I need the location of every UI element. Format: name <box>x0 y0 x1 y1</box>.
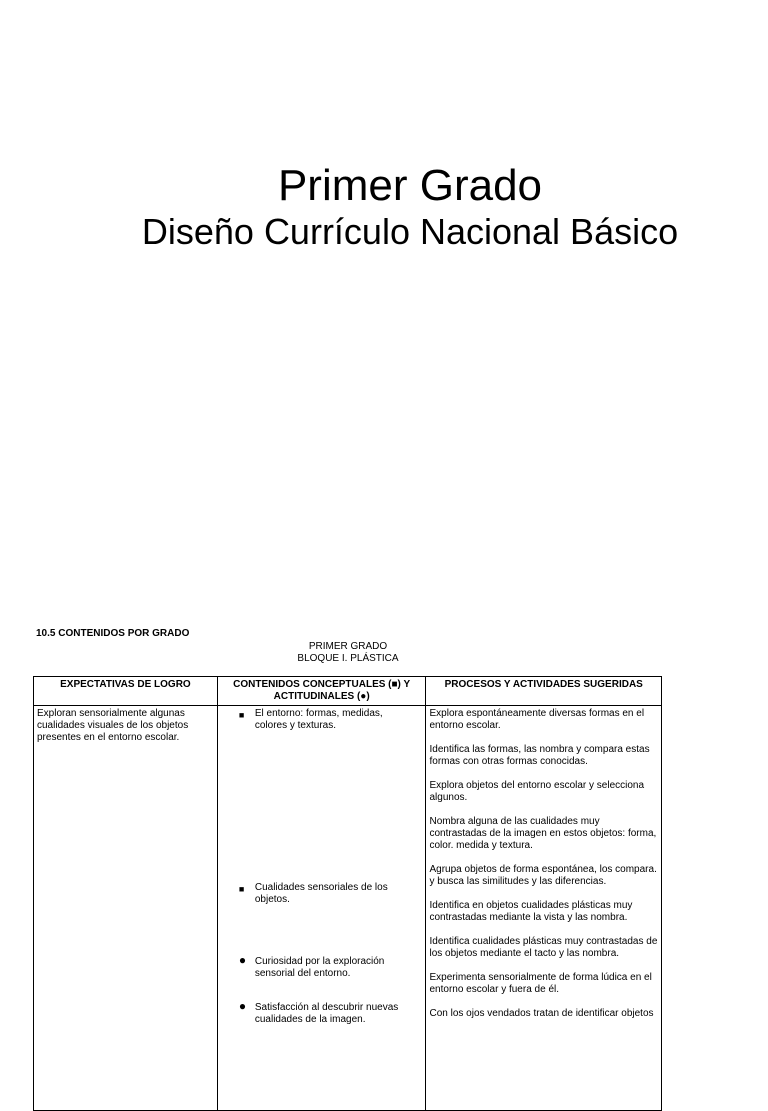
activity-item: Explora espontáneamente diversas formas en el entorno escolar. <box>429 708 645 731</box>
activity-item: Experimenta sensorialmente de forma lúdica en el entorno escolar y fuera de él. <box>429 972 652 995</box>
table-row <box>34 706 662 1111</box>
contents-cell <box>217 706 426 1111</box>
activity-item: Identifica en objetos cualidades plásticas muy contrastadas mediante la vista y las nombra. <box>429 900 633 923</box>
curriculum-table <box>33 676 662 1111</box>
block-label: BLOQUE I. PLÁSTICA <box>297 653 399 664</box>
content-text: El entorno: formas, medidas, colores y texturas. <box>254 708 383 731</box>
table-header-row <box>34 677 662 706</box>
circle-bullet-icon: ● <box>238 999 247 1013</box>
expectation-text: Exploran sensorialmente algunas cualidades visuales de los objetos presentes en el entorno escolar. <box>37 708 189 743</box>
content-text: Cualidades sensoriales de los objetos. <box>254 882 388 905</box>
content-text: Satisfacción al descubrir nuevas cualidades de la imagen. <box>254 1002 399 1025</box>
activity-item: Identifica cualidades plásticas muy contrastadas de los objetos mediante el tacto y las nombra. <box>429 936 658 959</box>
activity-item: Agrupa objetos de forma espontánea, los compara. y busca las similitudes y las diferencias. <box>429 864 657 887</box>
content-item <box>221 708 423 732</box>
section-heading: 10.5 CONTENIDOS POR GRADO <box>36 628 190 639</box>
header-activities: PROCESOS Y ACTIVIDADES SUGERIDAS <box>426 677 662 706</box>
content-item <box>221 953 423 980</box>
content-text: Curiosidad por la exploración sensorial del entorno. <box>254 956 385 979</box>
activity-item: Con los ojos vendados tratan de identificar objetos <box>429 1008 654 1019</box>
header-expectations: EXPECTATIVAS DE LOGRO <box>34 677 218 706</box>
page-title: Primer Grado <box>277 161 543 210</box>
grade-caption <box>0 641 696 665</box>
square-bullet-icon: ■ <box>238 710 245 720</box>
grade-label: PRIMER GRADO <box>308 641 388 652</box>
activities-cell <box>426 706 662 1111</box>
square-bullet-icon: ■ <box>238 884 245 894</box>
page-subtitle: Diseño Currículo Nacional Básico <box>141 211 679 252</box>
content-item <box>221 999 423 1026</box>
activity-item: Nombra alguna de las cualidades muy contrastadas de la imagen en estos objetos: forma, color. medida y textura. <box>429 816 657 851</box>
header-contents: CONTENIDOS CONCEPTUALES (■) Y ACTITUDINALES (●) <box>217 677 426 706</box>
activity-item: Explora objetos del entorno escolar y selecciona algunos. <box>429 780 645 803</box>
content-item <box>221 882 423 906</box>
activity-item: Identifica las formas, las nombra y compara estas formas con otras formas conocidas. <box>429 744 650 767</box>
expectation-cell <box>34 706 218 1111</box>
circle-bullet-icon: ● <box>238 953 247 967</box>
